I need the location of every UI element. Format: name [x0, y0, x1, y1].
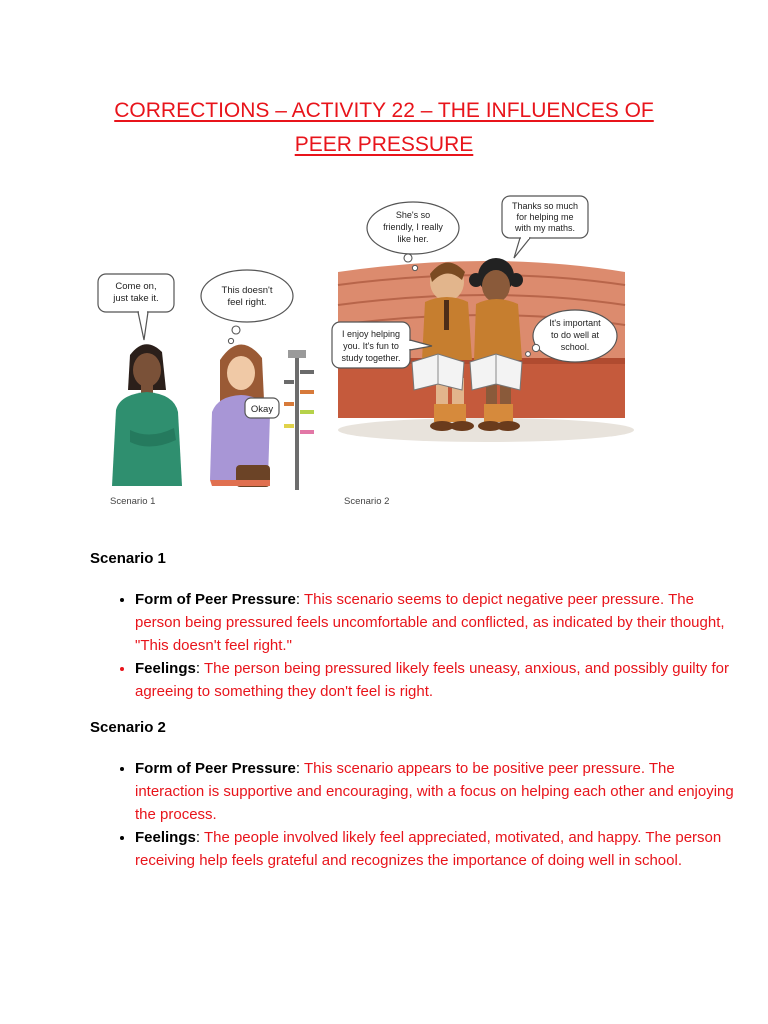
item-text: The person being pressured likely feels uneasy, anxious, and possibly guilty for agreeing to something they don't feel is right. — [135, 660, 729, 700]
title-line-2: PEER PRESSURE — [294, 133, 474, 156]
item-label: Feelings — [135, 660, 196, 677]
bubble-come-on-line2: just take it. — [113, 293, 159, 304]
thought-its-important-line1: It's important — [549, 318, 601, 328]
bubble-thanks-line1: Thanks so much — [511, 201, 579, 211]
scenario-1-illustration — [98, 270, 314, 507]
title-line-1: CORRECTIONS – ACTIVITY 22 – THE INFLUENCES OF — [114, 99, 654, 122]
bubble-thanks-line2: for helping me — [516, 212, 574, 222]
item-label: Feelings — [135, 829, 196, 846]
scenario-2-caption: Scenario 2 — [344, 496, 390, 507]
bubble-enjoy-helping-line2: you. It's fun to — [343, 341, 399, 351]
display-rack — [284, 350, 314, 490]
scenario-2-heading: Scenario 2 — [90, 719, 166, 736]
bubble-enjoy-helping-line1: I enjoy helping — [341, 329, 401, 339]
item-text: This scenario appears to be positive peer pressure. The interaction is supportive and encouraging, with a focus on helping each other and enjoying the process. — [135, 760, 734, 823]
list-item: • Form of Peer Pressure: This scenario appears to be positive peer pressure. The interaction is supportive and encouraging, with a focus on helping each other and enjoying the process. — [135, 757, 735, 826]
document-title — [80, 94, 688, 162]
thought-shes-so-friendly-line3: like her. — [397, 234, 429, 244]
thought-its-important-line3: school. — [560, 342, 590, 352]
bubble-enjoy-helping-line3: study together. — [341, 353, 401, 363]
item-label: Form of Peer Pressure — [135, 760, 296, 777]
peer-pressure-illustration — [90, 190, 650, 520]
item-label: Form of Peer Pressure — [135, 591, 296, 608]
scenario-2-illustration — [332, 196, 634, 507]
bubble-come-on-line1: Come on, — [115, 281, 157, 292]
bubble-okay: Okay — [250, 404, 274, 415]
thought-doesnt-feel-right-line2: feel right. — [227, 297, 267, 308]
person-green-figure — [112, 344, 182, 486]
bubble-thanks-line3: with my maths. — [514, 223, 576, 233]
thought-its-important-line2: to do well at — [550, 330, 600, 340]
list-item: • Feelings: The people involved likely feel appreciated, motivated, and happy. The person receiving help feels grateful and recognizes the importance of doing well in school. — [135, 826, 735, 872]
thought-shes-so-friendly-line2: friendly, I really — [383, 222, 443, 232]
item-text: The people involved likely feel appreciated, motivated, and happy. The person receiving help feels grateful and recognizes the importance of doing well in school. — [135, 829, 722, 869]
scenario-2-list — [90, 757, 735, 872]
thought-doesnt-feel-right-line1: This doesn't — [221, 285, 273, 296]
thought-shes-so-friendly-line1: She's so — [395, 210, 431, 220]
list-item: • Feelings: The person being pressured likely feels uneasy, anxious, and possibly guilty for agreeing to something they don't feel is right. — [135, 657, 735, 703]
item-text: This scenario seems to depict negative peer pressure. The person being pressured feels uncomfortable and conflicted, as indicated by their thought, "This doesn't feel right." — [135, 591, 725, 654]
scenario-1-list — [90, 588, 735, 703]
list-item: • Form of Peer Pressure: This scenario seems to depict negative peer pressure. The person being pressured feels uncomfortable and conflicted, as indicated by their thought, "This doesn't feel right." — [135, 588, 735, 657]
scenario-1-heading: Scenario 1 — [90, 550, 166, 567]
scenario-1-caption: Scenario 1 — [110, 496, 156, 507]
